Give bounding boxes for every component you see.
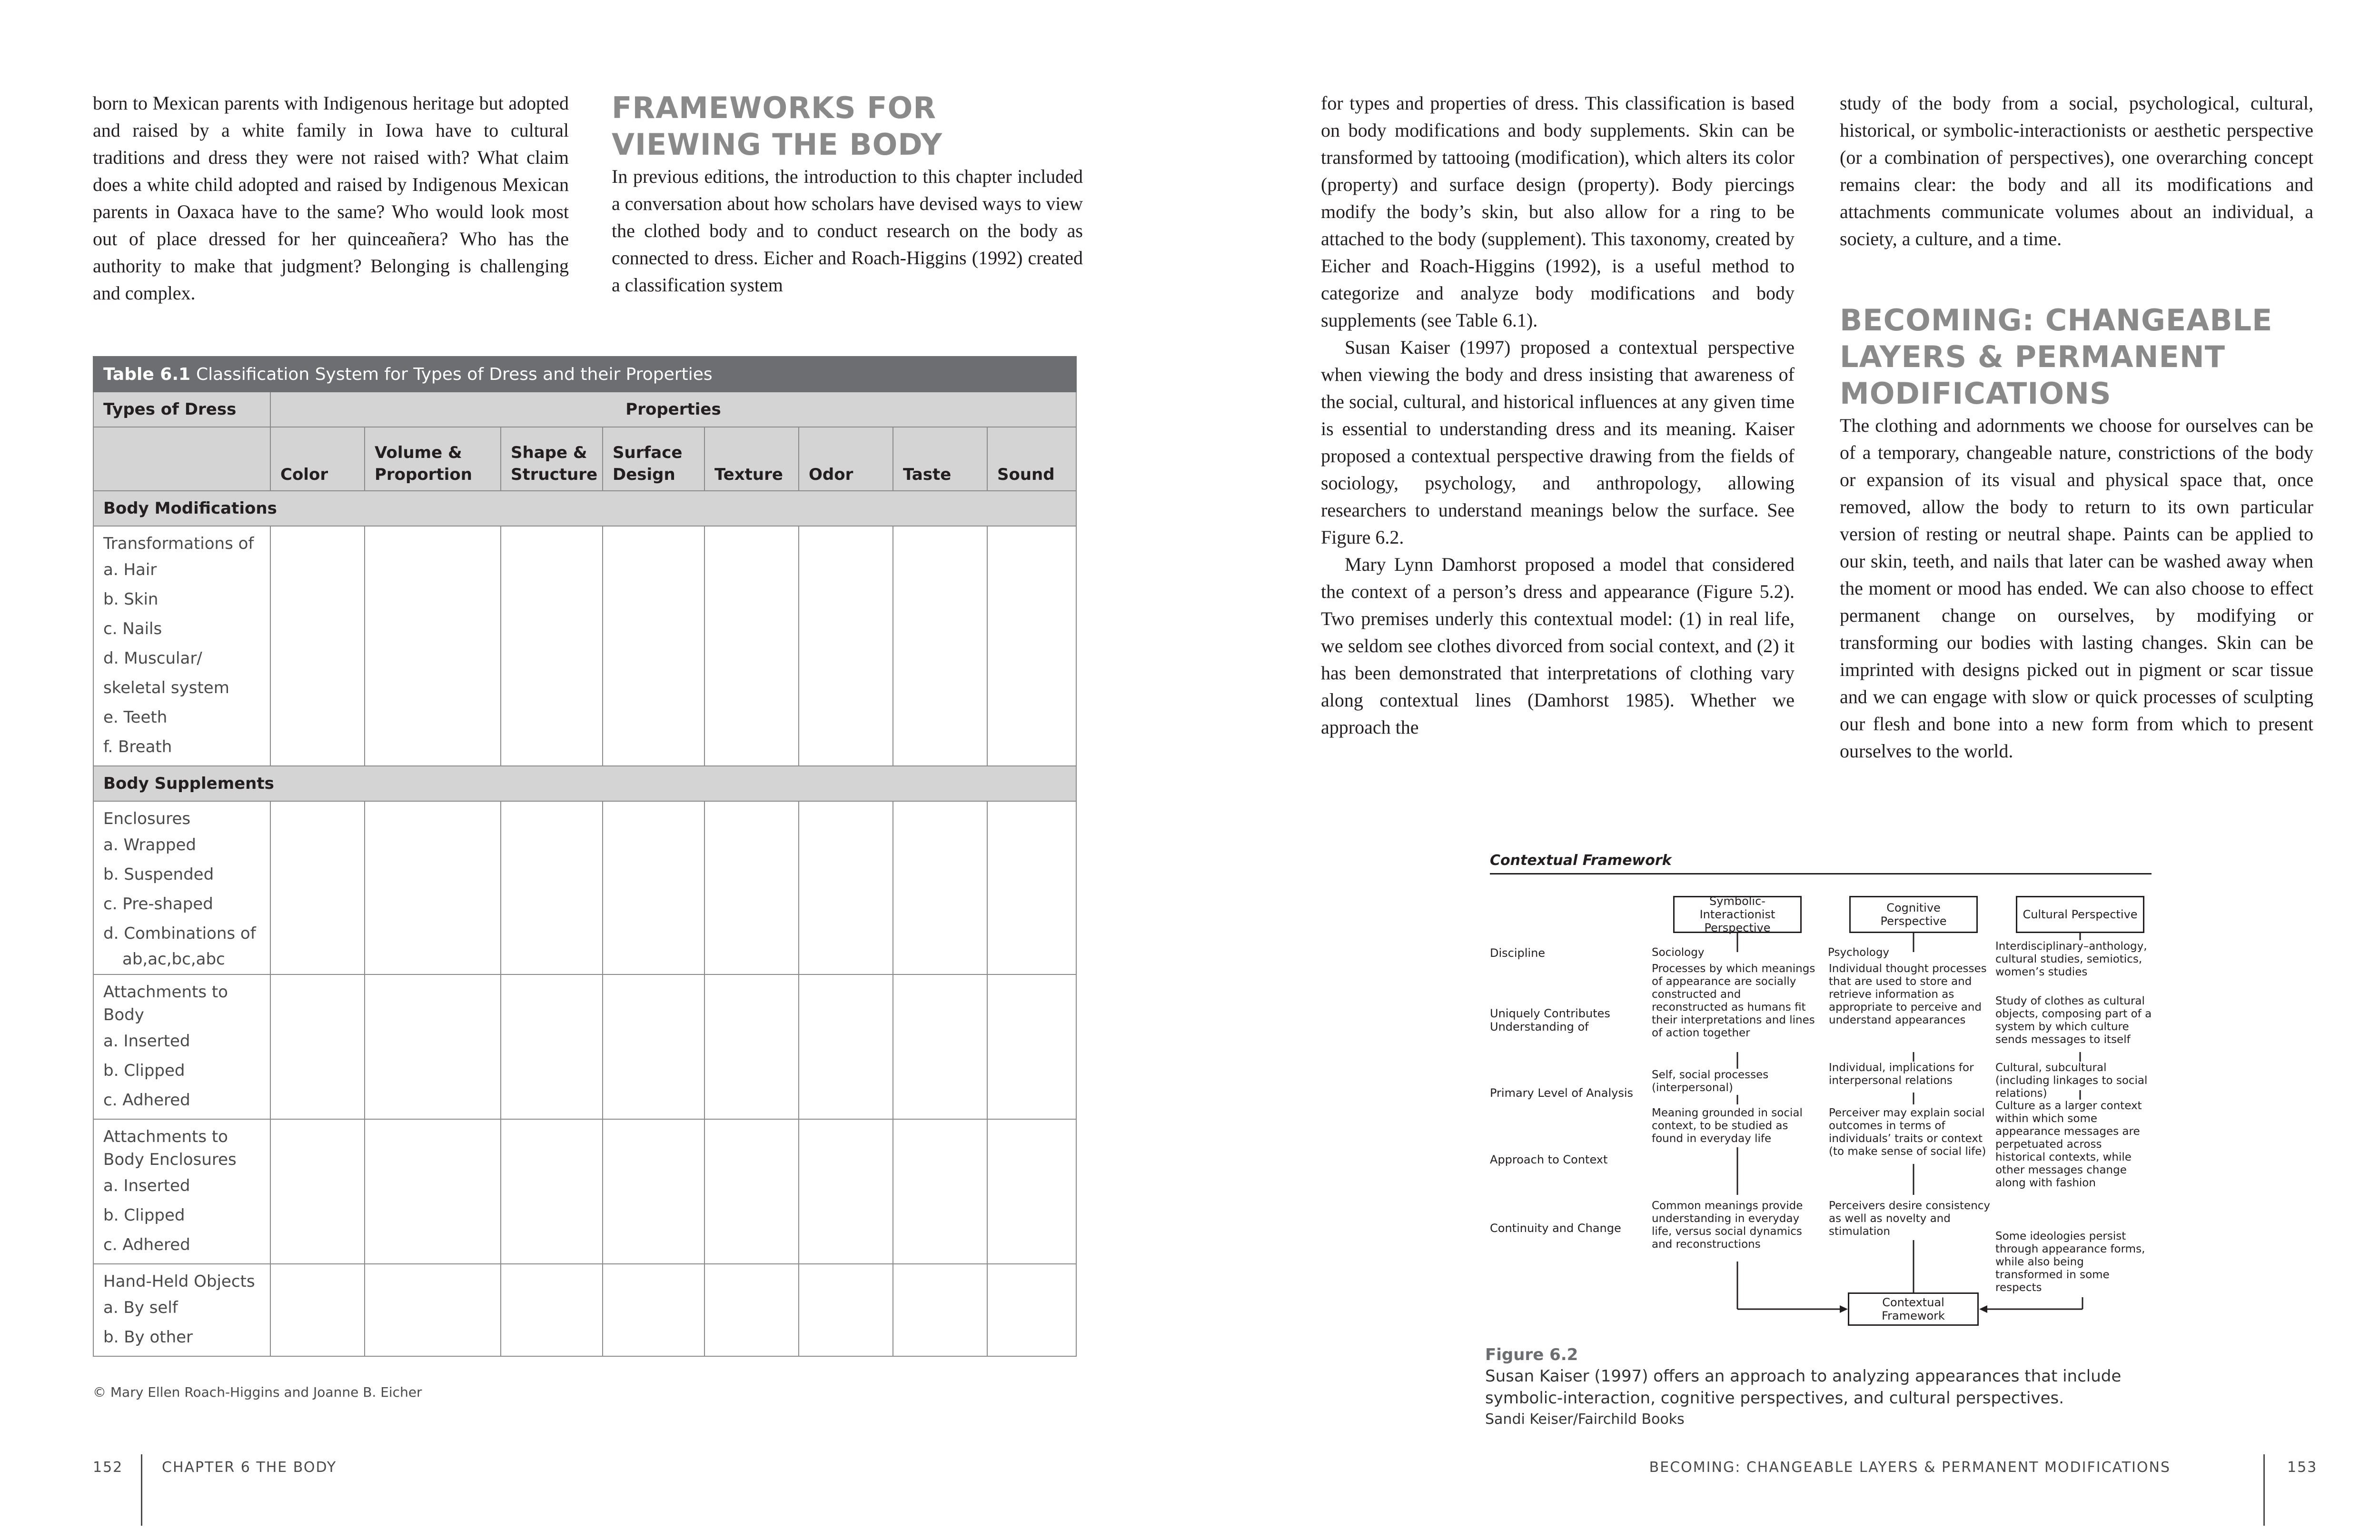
group-item: d. Muscular/ xyxy=(103,649,202,668)
row-label-discipline: Discipline xyxy=(1490,946,1546,960)
section-heading: BECOMING: CHANGEABLE LAYERS & PERMANENT MODIFICATIONS xyxy=(1840,303,2273,411)
property-cell xyxy=(365,974,501,1119)
group-item: c. Nails xyxy=(103,619,162,638)
property-cell xyxy=(893,1119,987,1264)
property-cell xyxy=(987,1119,1076,1264)
property-cell xyxy=(704,1119,799,1264)
right-col2 xyxy=(1840,89,2313,765)
figure-number: Figure 6.2 xyxy=(1485,1345,1578,1364)
cog-contributes: Individual thought processes that are used to store and retrieve information as appropriate to perceive and understand appearances xyxy=(1829,963,1987,1026)
property-cell xyxy=(501,1119,603,1264)
property-cell xyxy=(987,526,1076,766)
footer-page-number: 153 xyxy=(2287,1459,2318,1476)
property-columns-row xyxy=(93,427,1076,491)
group-item: a. Inserted xyxy=(103,1032,190,1051)
empty-cell xyxy=(93,427,270,491)
perspective-box-cognitive: Cognitive Perspective xyxy=(1849,896,1978,933)
classification-table xyxy=(93,356,1077,1357)
left-col1-text xyxy=(93,89,569,307)
row-label-context: Approach to Context xyxy=(1490,1153,1608,1166)
paragraph: The clothing and adornments we choose for ourselves can be of a temporary, changeable nature, constrictions of the body or expansion of its visual and physical space that, once removed, allow the body to return to its own particular version of resting or neutral shape. Paints can be applied to our skin, teeth, and nails that later can be washed away when the moment or mood has ended. We can also choose to effect permanent change on ourselves, by modifying or transforming our bodies with lasting changes. Skin can be imprinted with designs picked out in pigment or scar tissue and we can engage with slow or quick processes of sculpting our flesh and bone into a new form from which to present ourselves to the world. xyxy=(1840,415,2313,762)
table-row xyxy=(93,974,1076,1119)
property-cell xyxy=(270,974,365,1119)
property-cell xyxy=(893,1264,987,1356)
left-col2 xyxy=(612,89,1083,298)
group-item: b. By other xyxy=(103,1328,193,1347)
properties-header: Properties xyxy=(270,392,1076,427)
table-header-row xyxy=(93,392,1076,427)
group-item: ab,ac,bc,abc xyxy=(122,950,225,969)
group-title: Attachments to Body Enclosures xyxy=(103,1127,237,1169)
dress-type-cell xyxy=(93,1119,270,1264)
property-cell xyxy=(603,1119,704,1264)
dress-type-cell xyxy=(93,974,270,1119)
property-cell xyxy=(603,1264,704,1356)
sym-discipline: Sociology xyxy=(1652,946,1705,959)
perspective-box-symbolic: Symbolic-Interactionist Perspective xyxy=(1673,896,1802,933)
property-cell xyxy=(893,526,987,766)
property-cell xyxy=(704,801,799,974)
property-cell xyxy=(987,974,1076,1119)
property-cell xyxy=(704,526,799,766)
property-cell xyxy=(799,526,893,766)
property-column-header: Odor xyxy=(799,427,893,491)
cul-discipline: Interdisciplinary–anthology, cultural studies, semiotics, women’s studies xyxy=(1995,940,2147,978)
table-6-1 xyxy=(93,356,1076,1357)
sym-analysis: Self, social processes (interpersonal) xyxy=(1652,1069,1769,1094)
types-header: Types of Dress xyxy=(93,392,270,427)
property-column-header: Shape & Structure xyxy=(501,427,603,491)
table-caption xyxy=(93,357,1076,392)
table-row xyxy=(93,801,1076,974)
table-credit: © Mary Ellen Roach-Higgins and Joanne B. Eicher xyxy=(93,1384,422,1400)
table-number: Table 6.1 xyxy=(103,364,191,384)
result-box-contextual-framework: Contextual Framework xyxy=(1848,1292,1979,1326)
property-cell xyxy=(603,526,704,766)
paragraph: study of the body from a social, psychological, cultural, historical, or symbolic-interactionists or aesthetic perspective (or a combination of perspectives), one overarching concept remains clear: the body and all its modifications and attachments communicate volumes about an individual, a society, a culture, and a time. xyxy=(1840,92,2313,249)
group-title: Attachments to Body xyxy=(103,983,228,1024)
property-cell xyxy=(501,974,603,1119)
row-label-contributes: Uniquely Contributes Understanding of xyxy=(1490,1007,1610,1033)
property-cell xyxy=(799,1119,893,1264)
property-cell xyxy=(704,974,799,1119)
cog-continuity: Perceivers desire consistency as well as novelty and stimulation xyxy=(1829,1200,1991,1238)
dress-type-cell xyxy=(93,1264,270,1356)
group-item: b. Skin xyxy=(103,590,159,609)
figure-title: Contextual Framework xyxy=(1490,852,1672,869)
sym-continuity: Common meanings provide understanding in everyday life, versus social dynamics and reconstructions xyxy=(1652,1200,1803,1251)
property-column-header: Color xyxy=(270,427,365,491)
perspective-box-cultural: Cultural Perspective xyxy=(2016,896,2144,933)
cul-contributes: Study of clothes as cultural objects, composing part of a system by which culture sends messages to itself xyxy=(1995,995,2152,1046)
property-column-header: Sound xyxy=(987,427,1076,491)
property-cell xyxy=(799,974,893,1119)
section-heading: FRAMEWORKS FOR VIEWING THE BODY xyxy=(612,90,943,162)
table-row xyxy=(93,1264,1076,1356)
figure-credit: Sandi Keiser/Fairchild Books xyxy=(1485,1411,1685,1428)
group-item: a. Wrapped xyxy=(103,835,197,854)
footer-chapter: CHAPTER 6 THE BODY xyxy=(162,1459,337,1476)
sym-contributes: Processes by which meanings of appearance are socially constructed and reconstructed as humans fit their interpretations and lines of action together xyxy=(1652,963,1815,1039)
figure-title-rule xyxy=(1490,873,2152,874)
group-title: Transformations of xyxy=(103,534,254,553)
section-row xyxy=(93,491,1076,526)
group-item: b. Clipped xyxy=(103,1061,185,1080)
property-cell xyxy=(799,801,893,974)
group-item: skeletal system xyxy=(103,678,229,697)
property-cell xyxy=(270,801,365,974)
cog-discipline: Psychology xyxy=(1828,946,1890,959)
row-label-continuity: Continuity and Change xyxy=(1490,1222,1621,1235)
group-item: f. Breath xyxy=(103,737,172,756)
dress-type-cell xyxy=(93,801,270,974)
property-column-header: Taste xyxy=(893,427,987,491)
group-item: a. By self xyxy=(103,1298,178,1317)
cul-context: Culture as a larger context within which some appearance messages are perpetuated across historical contexts, while other messages change along with fashion xyxy=(1995,1100,2142,1189)
property-cell xyxy=(365,526,501,766)
footer-divider xyxy=(141,1454,142,1526)
paragraph: In previous editions, the introduction to this chapter included a conversation about how scholars have devised ways to view the clothed body and to conduct research on the body as connected to dress. Eicher and Roach-Higgins (1992) created a classification system xyxy=(612,166,1083,296)
sym-context: Meaning grounded in social context, to be studied as found in everyday life xyxy=(1652,1107,1803,1145)
property-cell xyxy=(704,1264,799,1356)
table-title: Classification System for Types of Dress and their Properties xyxy=(196,364,713,384)
footer-page-number: 152 xyxy=(93,1459,123,1476)
section-row xyxy=(93,766,1076,801)
property-cell xyxy=(501,1264,603,1356)
group-item: c. Pre-shaped xyxy=(103,894,213,914)
table-row xyxy=(93,526,1076,766)
property-cell xyxy=(603,801,704,974)
property-cell xyxy=(987,801,1076,974)
footer-divider xyxy=(2263,1454,2265,1526)
row-label-analysis: Primary Level of Analysis xyxy=(1490,1086,1633,1100)
property-cell xyxy=(893,974,987,1119)
cog-analysis: Individual, implications for interpersonal relations xyxy=(1829,1062,1974,1087)
cul-analysis: Cultural, subcultural (including linkages to social relations) xyxy=(1995,1062,2148,1100)
paragraph: Mary Lynn Damhorst proposed a model that considered the context of a person’s dress and appearance (Figure 5.2). Two premises underly this contextual model: (1) in real life, we seldom see clothes divorced from social context, and (2) it has been demonstrated that interpretations of clothing vary along contextual lines (Damhorst 1985). Whether we approach the xyxy=(1321,554,1795,738)
table-row xyxy=(93,1119,1076,1264)
property-column-header: Texture xyxy=(704,427,799,491)
figure-description: Susan Kaiser (1997) offers an approach to analyzing appearances that include symbolic-interaction, cognitive perspectives, and cultural perspectives. xyxy=(1485,1367,2122,1408)
property-cell xyxy=(365,1264,501,1356)
right-col1-text xyxy=(1321,89,1795,741)
property-cell xyxy=(501,526,603,766)
property-cell xyxy=(799,1264,893,1356)
footer-section: BECOMING: CHANGEABLE LAYERS & PERMANENT MODIFICATIONS xyxy=(1649,1459,2171,1476)
property-cell xyxy=(603,974,704,1119)
group-item: c. Adhered xyxy=(103,1091,190,1110)
paragraph: for types and properties of dress. This classification is based on body modifications and body supplements. Skin can be transformed by tattooing (modification), which alters its color (property) and surface design (property). Body piercings modify the body’s skin, but also allow for a ring to be attached to the body (supplement). This taxonomy, created by Eicher and Roach-Higgins (1992), is a useful method to categorize and analyze body modifications and body supplements (see Table 6.1). xyxy=(1321,92,1795,331)
group-item: a. Inserted xyxy=(103,1176,190,1195)
table-caption-row xyxy=(93,357,1076,392)
property-cell xyxy=(365,1119,501,1264)
group-item: b. Clipped xyxy=(103,1206,185,1225)
section-label: Body Supplements xyxy=(93,766,1076,801)
property-cell xyxy=(893,801,987,974)
group-item: b. Suspended xyxy=(103,865,214,884)
property-cell xyxy=(365,801,501,974)
property-cell xyxy=(501,801,603,974)
section-label: Body Modifications xyxy=(93,491,1076,526)
group-item: e. Teeth xyxy=(103,708,168,727)
property-column-header: Surface Design xyxy=(603,427,704,491)
property-cell xyxy=(987,1264,1076,1356)
property-cell xyxy=(270,1119,365,1264)
figure-caption xyxy=(1485,1344,2152,1430)
cog-context: Perceiver may explain social outcomes in terms of individuals’ traits or context (to make sense of social life) xyxy=(1829,1107,1986,1158)
group-title: Enclosures xyxy=(103,809,191,828)
group-item: a. Hair xyxy=(103,560,157,579)
cul-continuity: Some ideologies persist through appearance forms, while also being transformed in some respects xyxy=(1995,1230,2145,1294)
paragraph: Susan Kaiser (1997) proposed a contextual perspective when viewing the body and dress insisting that awareness of the social, cultural, and historical influences at any given time is essential to understanding dress and its meaning. Kaiser proposed a contextual perspective drawing from the fields of sociology, psychology, and anthropology, allowing researchers to understand meanings below the surface. See Figure 6.2. xyxy=(1321,337,1795,548)
dress-type-cell xyxy=(93,526,270,766)
group-title: Hand-Held Objects xyxy=(103,1272,255,1291)
paragraph: born to Mexican parents with Indigenous heritage but adopted and raised by a white family in Iowa have to cultural traditions and dress they were not raised with? What claim does a white child adopted and raised by Indigenous Mexican parents in Oaxaca have to the same? Who would look most out of place dressed for her quinceañera? Who has the authority to make that judgment? Belonging is challenging and complex. xyxy=(93,92,569,304)
figure-contextual-framework xyxy=(1490,852,2152,1328)
property-column-header: Volume & Proportion xyxy=(365,427,501,491)
group-item: d. Combinations of xyxy=(103,924,256,943)
property-cell xyxy=(270,1264,365,1356)
group-item: c. Adhered xyxy=(103,1235,190,1254)
property-cell xyxy=(270,526,365,766)
